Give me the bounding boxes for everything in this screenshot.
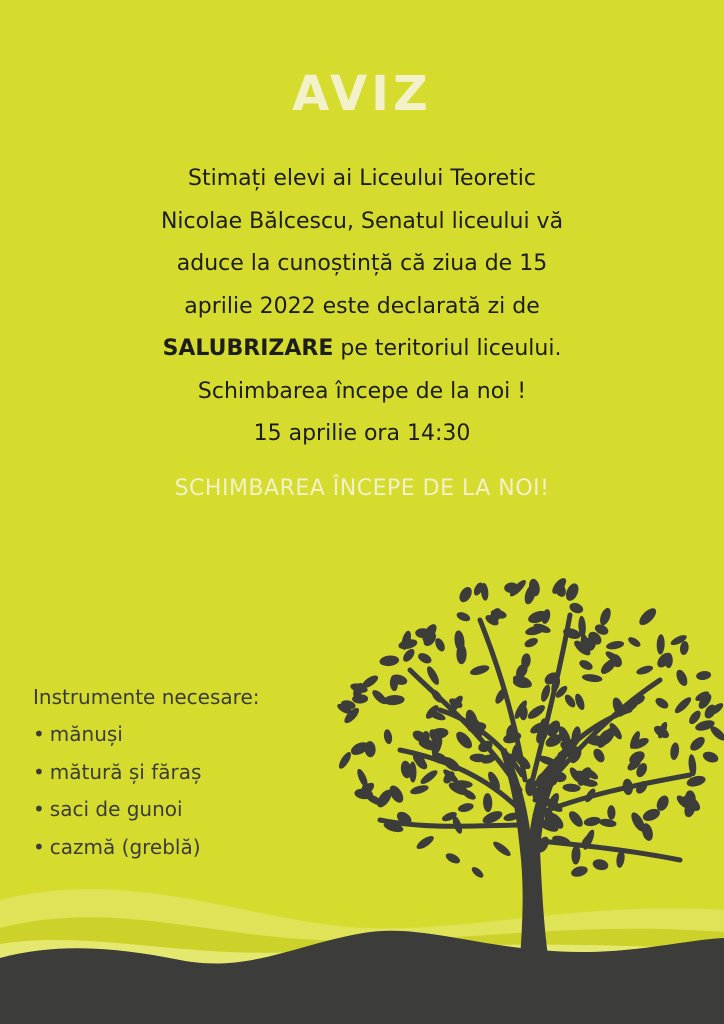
tool-item: • saci de gunoi (33, 791, 353, 829)
announcement-text (112, 158, 612, 456)
announcement-date: 15 aprilie ora 14:30 (253, 421, 471, 446)
tools-items (33, 716, 353, 866)
announcement-keyword: SALUBRIZARE (162, 336, 334, 361)
announcement-line-3: aduce la cunoștință că ziua de 15 (176, 251, 548, 276)
announcement-line-1: Stimați elevi ai Liceului Teoretic (188, 166, 536, 191)
announcement-line-2: Nicolae Bălcescu, Senatul liceului vă (160, 208, 564, 234)
announcement-line-4: aprilie 2022 este declarată zi de (184, 293, 540, 319)
tool-item: • mănuși (33, 716, 353, 754)
tools-list (33, 678, 353, 866)
tools-heading: Instrumente necesare: (33, 685, 260, 709)
tool-item: • cazmă (greblă) (33, 829, 353, 867)
tree-icon (330, 560, 724, 1000)
announcement-line-6: Schimbarea începe de la noi ! (197, 378, 527, 404)
announcement-line-5: pe teritoriul liceului. (333, 336, 562, 361)
page-title: AVIZ (292, 66, 432, 122)
tool-item: • mătură și făraș (33, 754, 353, 792)
slogan: SCHIMBAREA ÎNCEPE DE LA NOI! (174, 476, 550, 501)
